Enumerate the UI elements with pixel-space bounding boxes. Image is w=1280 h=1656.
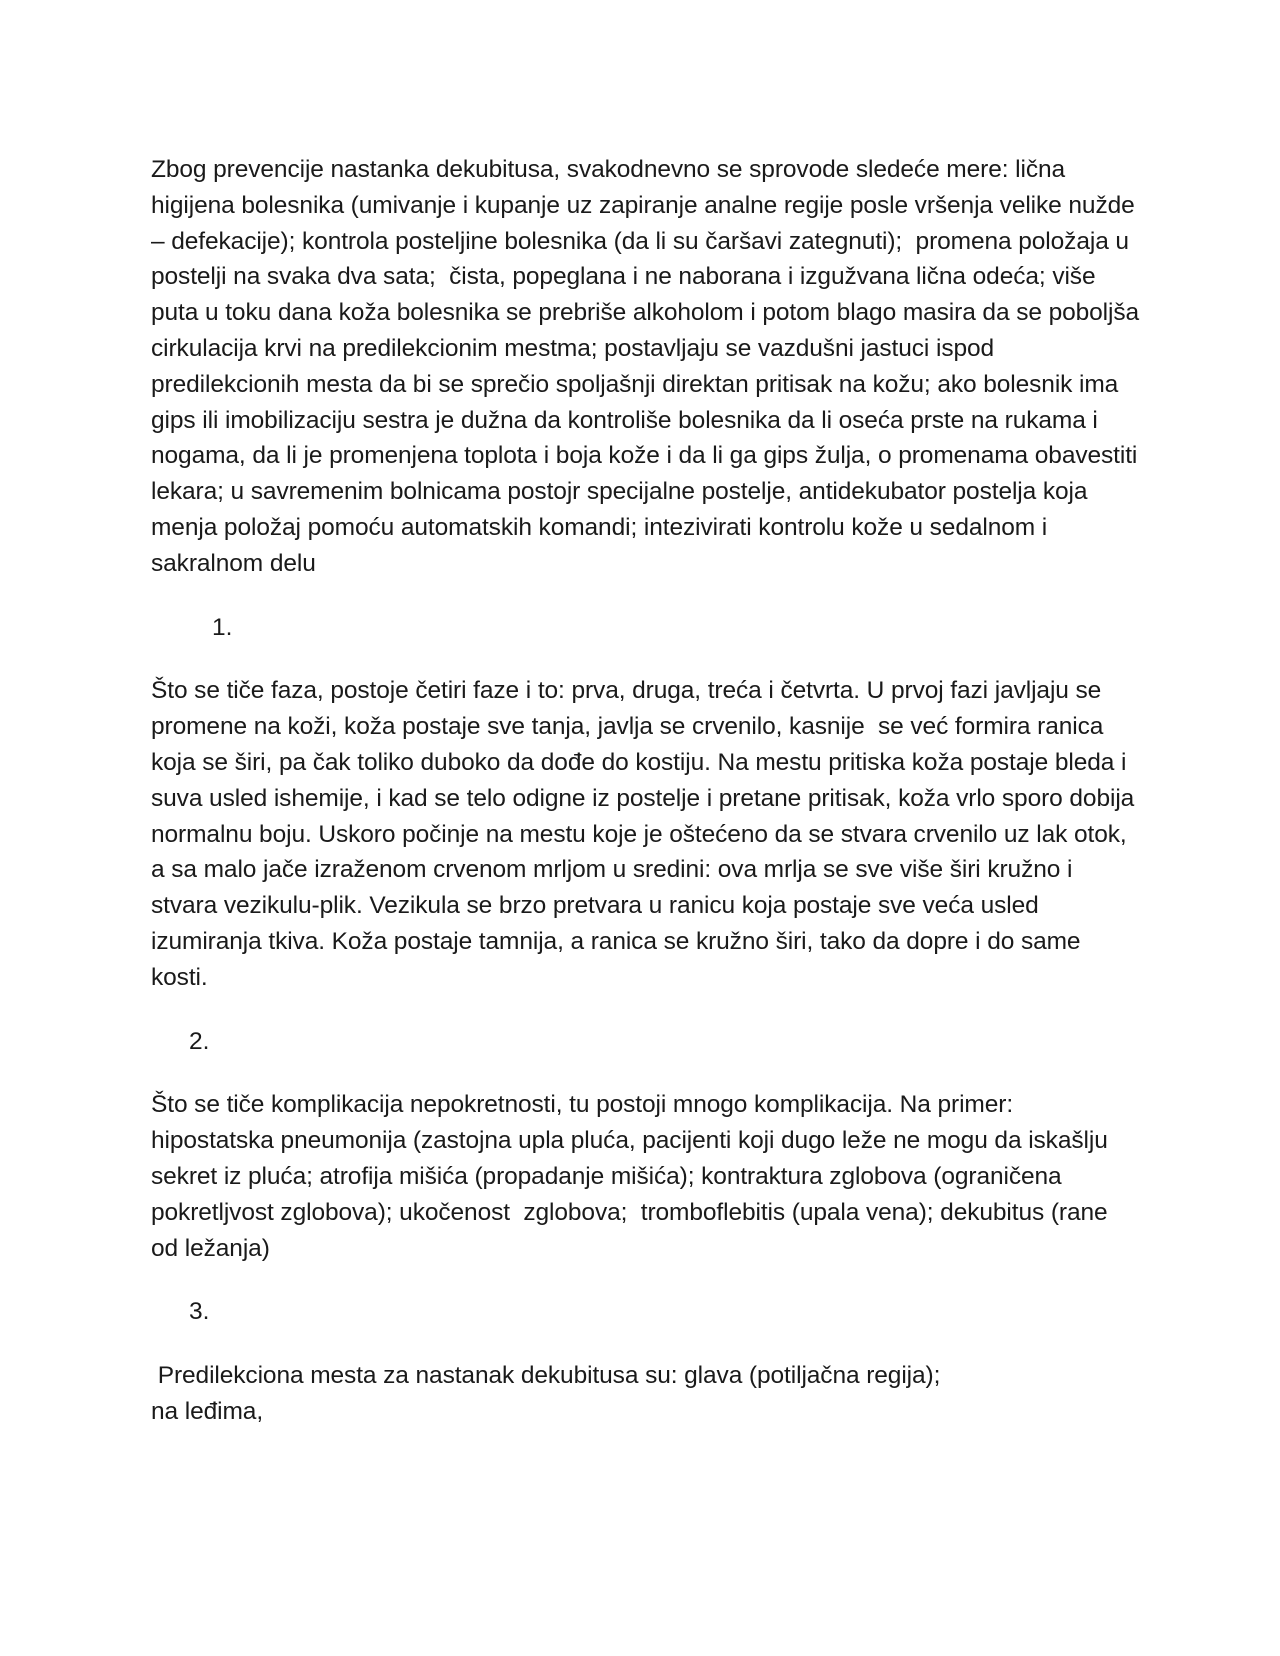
paragraph-immobility-complications: Što se tiče komplikacija nepokretnosti, tu postoji mnogo komplikacija. Na primer: hipostatska pneumonija (zastojna upla pluća, pacijenti koji dugo leže ne mogu da iskašlju sekret iz pluća; atrofija mišića (propadanje mišića); kontraktura zglobova (ograničena pokretljvost zglobova); ukočenost zglobova; tromboflebitis (upala vena); dekubitus (rane od ležanja) [151, 1091, 1115, 1262]
paragraph-pressure-ulcer-prevention: Zbog prevencije nastanka dekubitusa, svakodnevno se sprovode sledeće mere: lična higijena bolesnika (umivanje i kupanje uz zapiranje analne regije posle vršenja velike nužde – defekacije); kontrola posteljine bolesnika (da li su čaršavi zategnuti); promena položaja u postelji na svaka dva sata; čista, popeglana i ne naborana i izgužvana lična odeća; više puta u toku dana koža bolesnika se prebriše alkoholom i potom blago masira da se poboljša cirkulacija krvi na predilekcionim mestma; postavljaju se vazdušni jastuci ispod predilekcionih mesta da bi se sprečio spoljašnji direktan pritisak na kožu; ako bolesnik ima gips ili imobilizaciju sestra je dužna da kontroliše bolesnika da li oseća prste na rukama i nogama, da li je promenjena toplota i boja kože i da li ga gips žulja, o promenama obavestiti lekara; u savremenim bolnicama postojr specijalne postelje, antidekubator postelja koja menja položaj pomoću automatskih komandi; intezivirati kontrolu kože u sedalnom i sakralnom delu [151, 156, 1146, 577]
document-body [151, 152, 1146, 1430]
list-number-3: 3. [189, 1298, 210, 1326]
paragraph-predilection-sites-line-1: Predilekciona mesta za nastanak dekubitusa su: glava (potiljačna regija); [151, 1362, 941, 1390]
list-number-2: 2. [189, 1027, 210, 1055]
list-number-1: 1. [212, 613, 233, 641]
paragraph-phases: Što se tiče faza, postoje četiri faze i to: prva, druga, treća i četvrta. U prvoj fazi javljaju se promene na koži, koža postaje sve tanja, javlja se crvenilo, kasnije se već formira ranica koja se širi, pa čak toliko duboko da dođe do kostiju. Na mestu pritiska koža postaje bleda i suva usled ishemije, i kad se telo odigne iz postelje i pretane pritisak, koža vrlo sporo dobija normalnu boju. Uskoro počinje na mestu koje je oštećeno da se stvara crvenilo uz lak otok, a sa malo jače izraženom crvenom mrljom u sredini: ova mrlja se sve više širi kružno i stvara vezikulu-plik. Vezikula se brzo pretvara u ranicu koja postaje sve veća usled izumiranja tkiva. Koža postaje tamnija, a ranica se kružno širi, tako da dopre i do same kosti. [151, 677, 1141, 991]
paragraph-predilection-sites-line-2: na leđima, [151, 1397, 264, 1425]
